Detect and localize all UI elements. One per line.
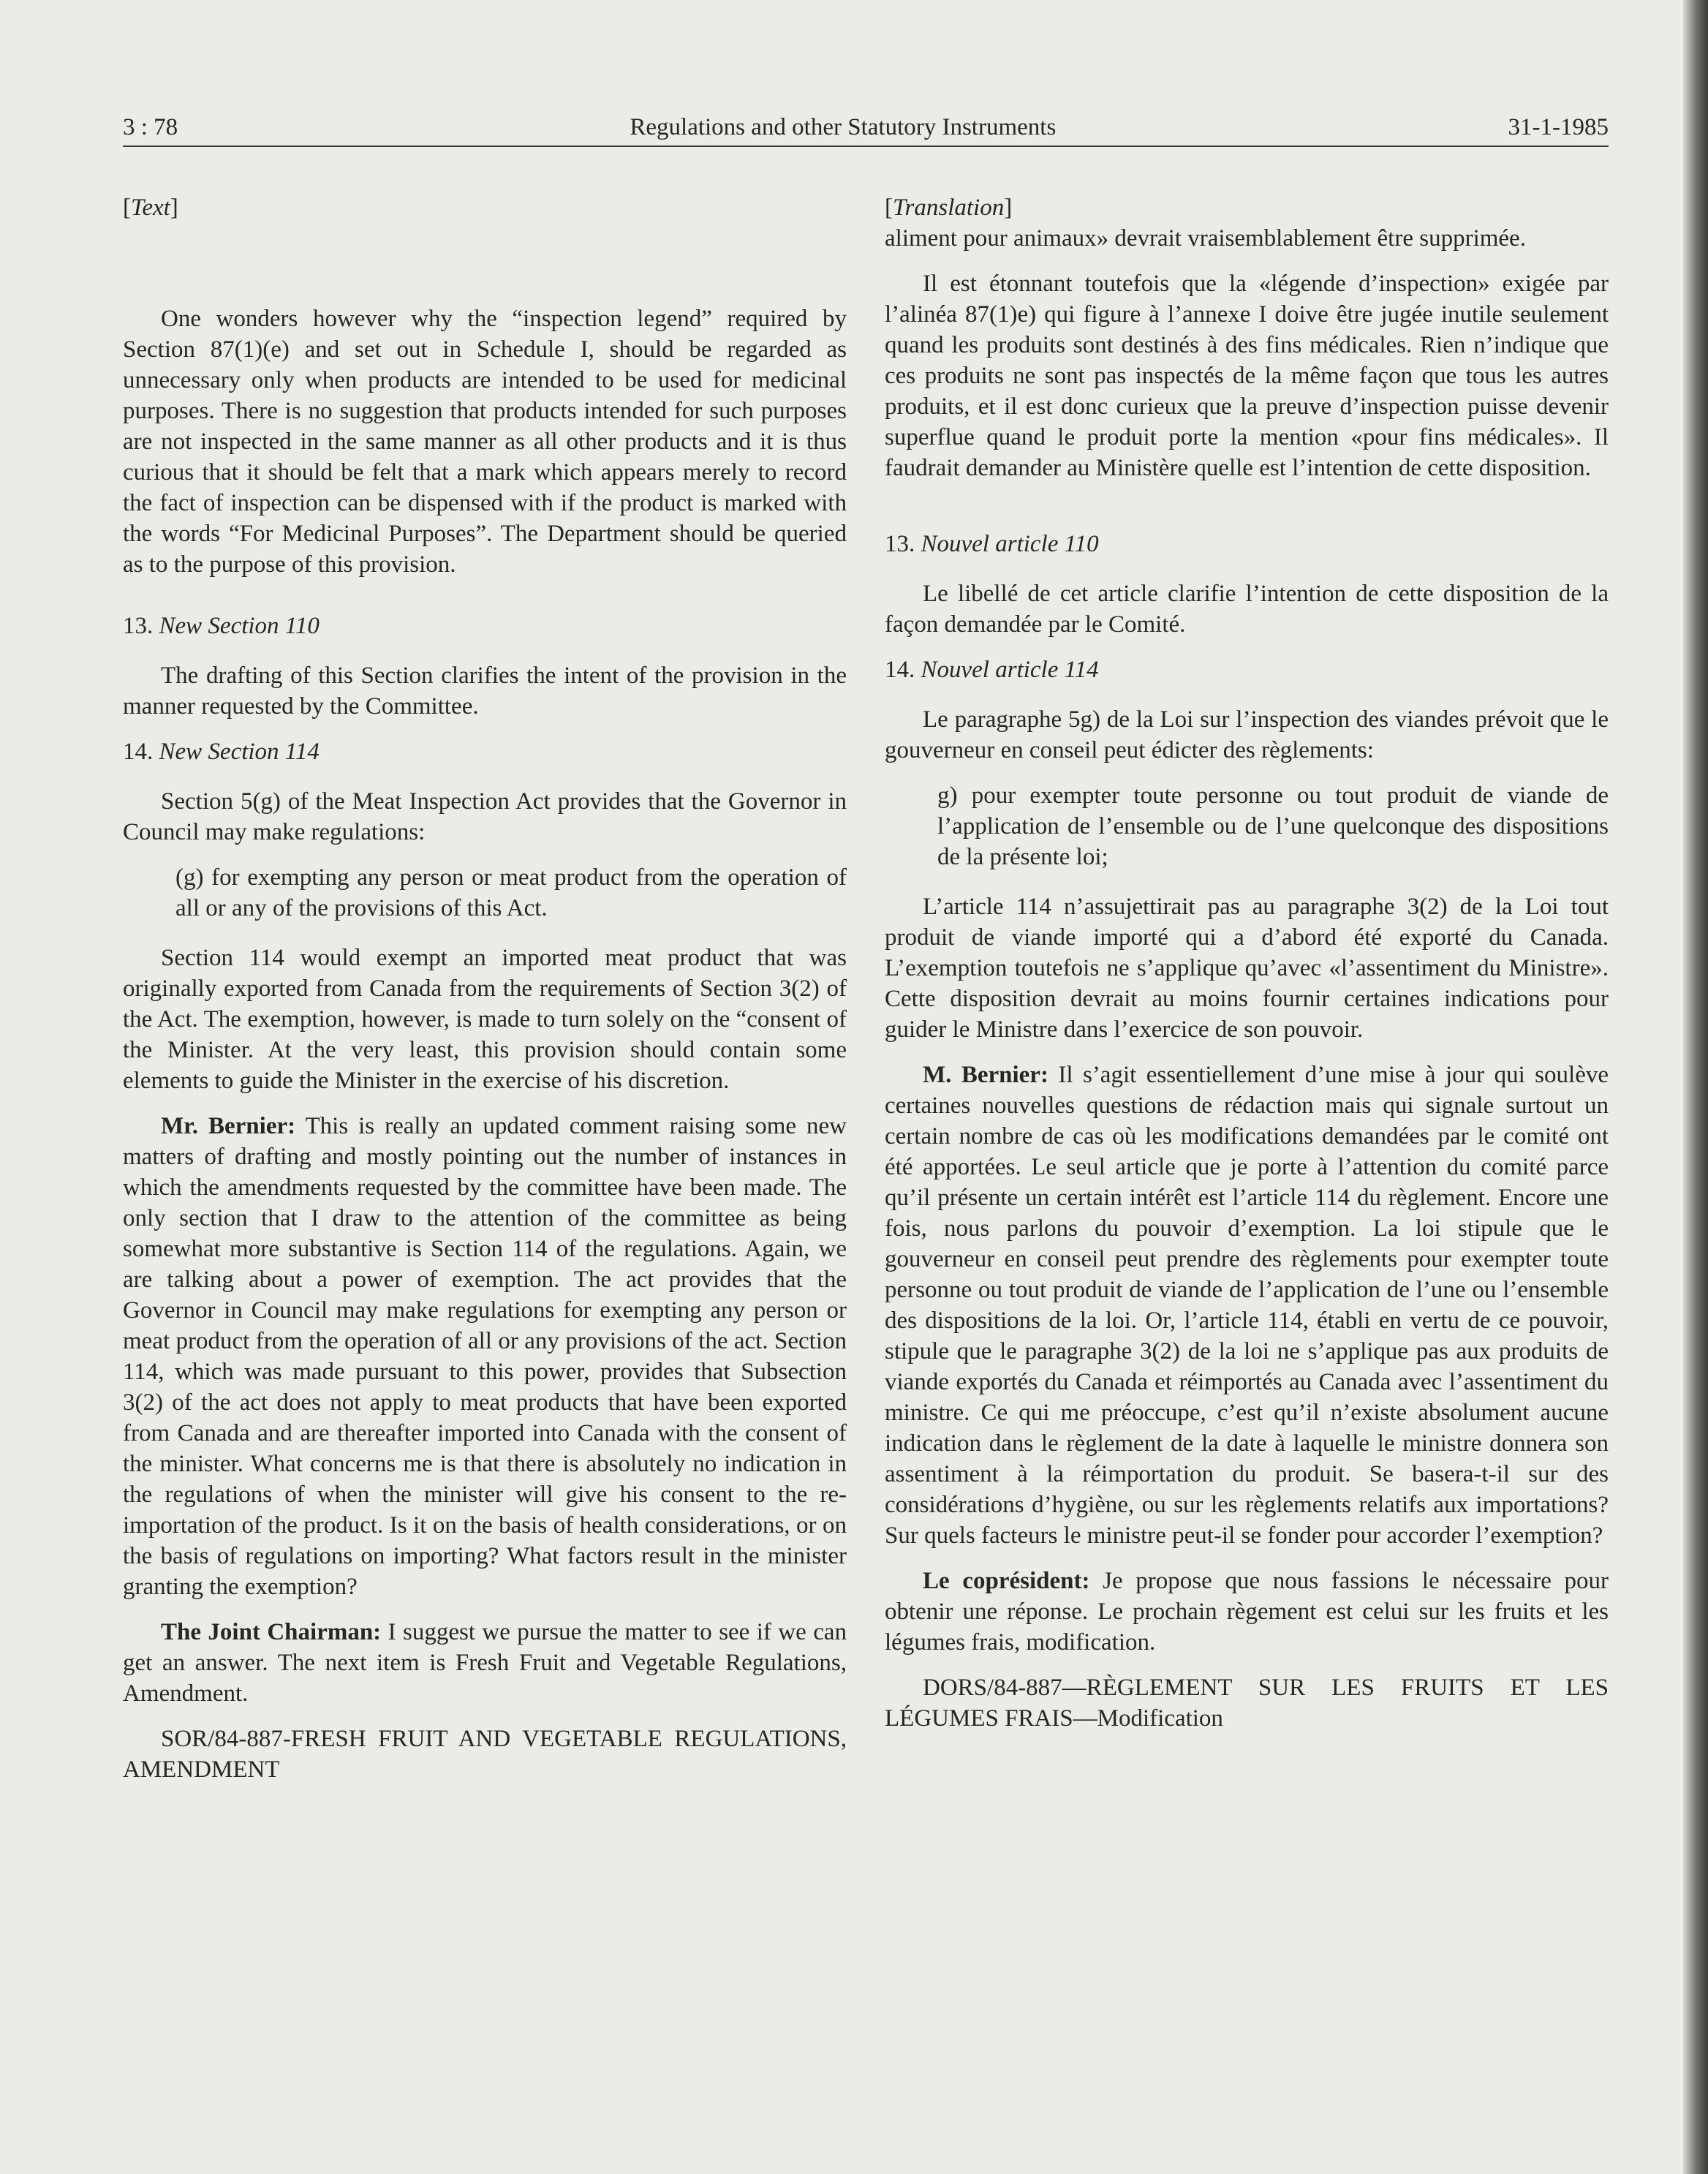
- paragraph-continuation: aliment pour animaux» devrait vraisemblablement être supprimée.: [885, 225, 1526, 252]
- speech-m-bernier: [885, 1060, 1609, 1551]
- speech-mr-bernier: [123, 1111, 847, 1602]
- dors-item-heading: [885, 1672, 1609, 1734]
- heading-13-title: New Section 110: [159, 613, 320, 639]
- quote-exemption-clause: (g) for exempting any person or meat product from the operation of all or any of the provisions of this Act.: [175, 864, 847, 921]
- heading-13-number: 13.: [123, 613, 154, 639]
- speech-copresident: [885, 1566, 1609, 1658]
- french-column: [885, 192, 1609, 1800]
- document-page: [123, 114, 1609, 1800]
- paragraph-inspection-legend: One wonders however why the “inspection legend” required by Section 87(1)(e) and set out in Schedule I, should be regarded as unnecessary only when products are intended to be used for medicinal purposes. There is no suggestion that products intended for such purposes are not inspected in the same manner as all other products and it is thus curious that it should be felt that a mark which appears merely to record the fact of inspection can be dispensed with if the product is marked with the words “For Medicinal Purposes”. The Department should be queried as to the purpose of this provision.: [123, 306, 847, 578]
- speech-joint-chairman-text: I suggest we pursue the matter to see if we can get an answer. The next item is Fresh Fruit and Vegetable Regulations, Amendment.: [123, 1619, 847, 1707]
- heading-section-13: [123, 611, 847, 641]
- paragraph-legende-inspection: Il est étonnant toutefois que la «légende d’inspection» exigée par l’alinéa 87(1)e) qui figure à l’annexe I doive être jugée inutile seulement quand les produits sont destinés à des fins médicales. Rien n’indique que ces produits ne sont pas inspectés de la même façon que tous les autres produits, et il est donc curieux que la preuve d’inspection puisse devenir superflue quand le produit porte la mention «pour fins médicales». Il faudrait demander au Ministère quelle est l’intention de cette disposition.: [885, 271, 1609, 481]
- speaker-copresident: Le coprésident:: [923, 1568, 1090, 1594]
- heading-13-title-fr: Nouvel article 110: [921, 531, 1099, 557]
- paragraph-article-114: L’article 114 n’assujettirait pas au paragraphe 3(2) de la Loi tout produit de viande importé qui a d’abord été exporté du Canada. L’exemption toutefois ne s’applique qu’avec «l’assentiment du Ministre». Cette disposition devrait au moins fournir certaines indications pour guider le Ministre dans l’exercice de son pouvoir.: [885, 894, 1609, 1043]
- paragraph-section-114: Section 114 would exempt an imported meat product that was originally exported from Canada from the requirements of Section 3(2) of the Act. The exemption, however, is made to turn solely on the “consent of the Minister. At the very least, this provision should contain some elements to guide the Minister in the exercise of his discretion.: [123, 945, 847, 1094]
- speaker-joint-chairman: The Joint Chairman:: [161, 1619, 382, 1645]
- heading-14-number: 14.: [123, 739, 154, 765]
- heading-article-13: [885, 529, 1609, 559]
- heading-13-number-fr: 13.: [885, 531, 915, 557]
- page-binding-shadow: [1683, 0, 1708, 2174]
- paragraph-article-110: Le libellé de cet article clarifie l’intention de cette disposition de la façon demandée par le Comité.: [885, 581, 1609, 638]
- speaker-mr-bernier: Mr. Bernier:: [161, 1113, 296, 1139]
- heading-article-14: [885, 654, 1609, 685]
- paragraph-paragraphe-5g: Le paragraphe 5g) de la Loi sur l’inspection des viandes prévoit que le gouverneur en conseil peut édicter des règlements:: [885, 706, 1609, 763]
- speaker-m-bernier: M. Bernier:: [923, 1062, 1048, 1088]
- issue-date: 31-1-1985: [1508, 114, 1609, 140]
- text-tag: [Text]: [123, 195, 178, 221]
- heading-section-14: [123, 736, 847, 767]
- speech-joint-chairman: [123, 1617, 847, 1709]
- two-column-body: [123, 192, 1609, 1800]
- sor-item-heading: SOR/84-887-FRESH FRUIT AND VEGETABLE REGULATIONS, AMENDMENT: [123, 1726, 847, 1783]
- heading-14-title-fr: Nouvel article 114: [921, 657, 1099, 683]
- heading-14-number-fr: 14.: [885, 657, 915, 683]
- english-column: [123, 192, 847, 1800]
- speech-m-bernier-text: Il s’agit essentiellement d’une mise à jour qui soulève certaines nouvelles questions de rédaction mais qui signale surtout un certain nombre de cas où les modifications demandées par le comité ont été apportées. Le seul article que je porte à l’attention du comité parce qu’il présente un certain intérêt est l’article 114 du règlement. Encore une fois, nous parlons du pouvoir d’exemption. La loi stipule que le gouverneur en conseil peut prendre des règlements pour exempter toute personne ou tout produit de viande de l’application de l’une ou l’ensemble des dispositions de la loi. Or, l’article 114, établi en vertu de ce pouvoir, stipule que le paragraphe 3(2) de la loi ne s’applique pas aux produits de viande exportés du Canada et réimportés au Canada avec l’assentiment du ministre. Ce qui me préoccupe, c’est qu’il n’existe absolument aucune indication dans le règlement de la date à laquelle le ministre donnera son assentiment à la réimportation du produit. Se basera-t-il sur des considérations d’hygiène, ou sur les règlements relatifs aux importations? Sur quels facteurs le ministre peut-il se fonder pour accorder l’exemption?: [885, 1062, 1609, 1549]
- running-header: [123, 114, 1609, 147]
- heading-14-title: New Section 114: [159, 739, 320, 765]
- page-number: 3 : 78: [123, 114, 178, 140]
- quote-exemption-fr: g) pour exempter toute personne ou tout produit de viande de l’application de l’ensemble ou de l’une quelconque des dispositions de la présente loi;: [937, 782, 1609, 870]
- translation-tag: [Translation]: [885, 195, 1013, 221]
- paragraph-section-110: The drafting of this Section clarifies the intent of the provision in the manner requested by the Committee.: [123, 663, 847, 720]
- dors-code: DORS/84-887—RÈGLEMENT SUR LES FRUITS ET LES LÉGUMES FRAIS—: [885, 1675, 1609, 1732]
- dors-modification: Modification: [1097, 1705, 1223, 1732]
- paragraph-section-5g: Section 5(g) of the Meat Inspection Act provides that the Governor in Council may make regulations:: [123, 788, 847, 845]
- speech-mr-bernier-text: This is really an updated comment raising some new matters of drafting and mostly pointing out the number of instances in which the amendments requested by the committee have been made. The only section that I draw to the attention of the committee as being somewhat more substantive is Section 114 of the regulations. Again, we are talking about a power of exemption. The act provides that the Governor in Council may make regulations for exempting any person or meat product from the operation of all or any provisions of the act. Section 114, which was made pursuant to this power, provides that Subsection 3(2) of the act does not apply to meat products that have been exported from Canada and are thereafter imported into Canada with the consent of the minister. What concerns me is that there is absolutely no indication in the regulations of when the minister will give his consent to the re-importation of the product. Is it on the basis of health considerations, or on the basis of regulations on importing? What factors result in the minister granting the exemption?: [123, 1113, 847, 1600]
- speech-copresident-text: Je propose que nous fassions le nécessaire pour obtenir une réponse. Le prochain règement est celui sur les fruits et les légumes frais, modification.: [885, 1568, 1609, 1656]
- text-tag-label: Text: [131, 195, 170, 221]
- publication-title: Regulations and other Statutory Instruments: [630, 114, 1057, 140]
- translation-tag-label: Translation: [893, 195, 1005, 221]
